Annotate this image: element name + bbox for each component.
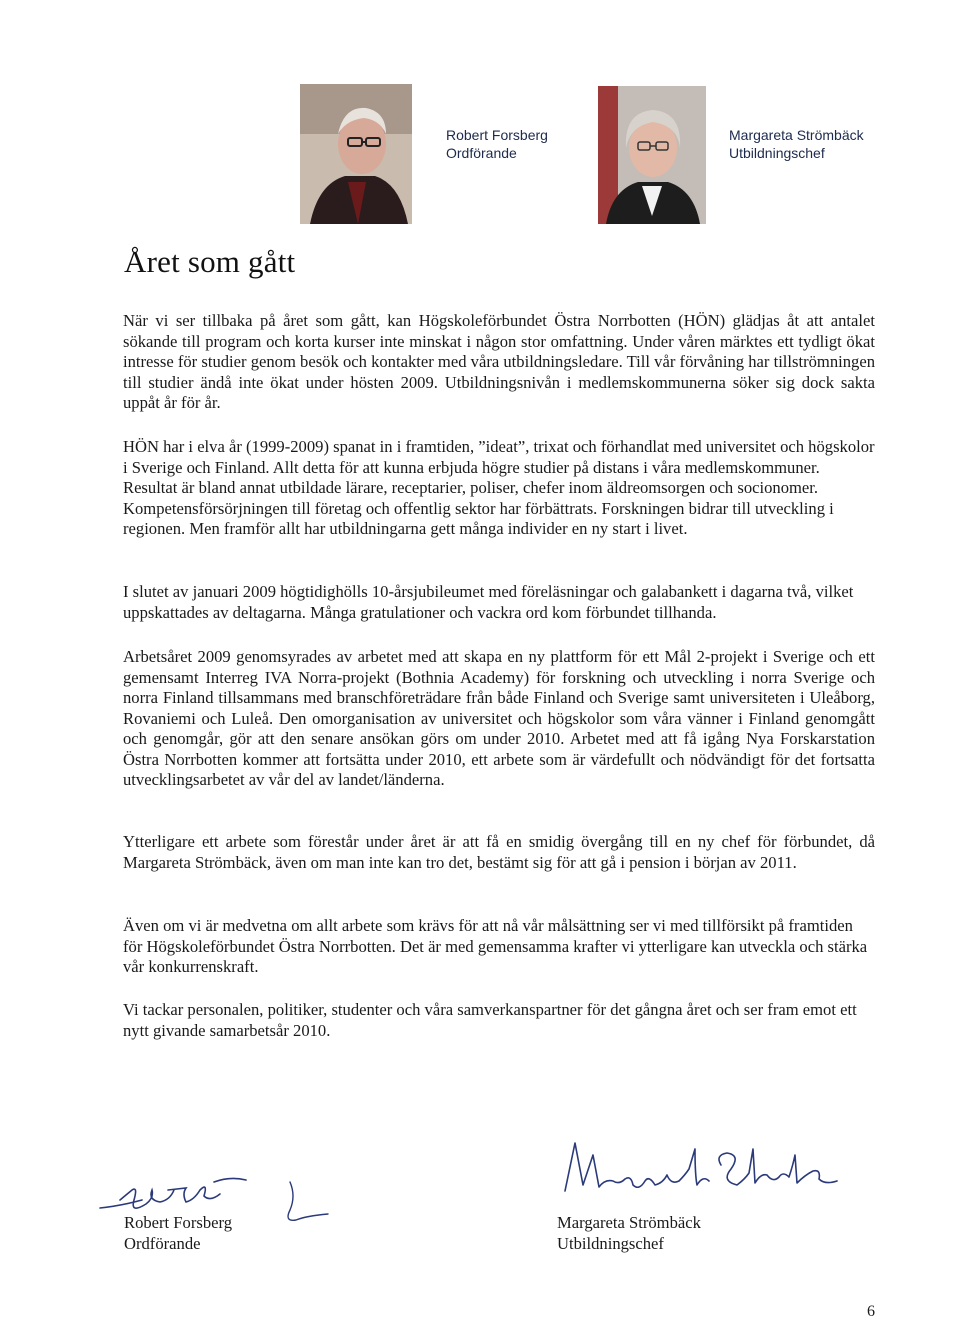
margareta-caption — [729, 126, 864, 162]
robert-signature-block — [124, 1212, 232, 1254]
margareta-stromback-signature — [545, 1135, 875, 1205]
robert-caption-role: Ordförande — [446, 145, 517, 161]
robert-forsberg-photo — [300, 84, 412, 224]
paragraph-work-year: Arbetsåret 2009 genomsyrades av arbetet med att skapa en ny plattform för ett Mål 2-projekt i Sverige och ett gemensamt Interreg IVA Norra-projekt (Bothnia Academy) för forskning och utveckling i norra Sverige och norra Finland tillsammans med branschföreträdare från både Finland och Sverige samt universiteten i Uleåborg, Rovaniemi och Luleå. Den omorganisation av universitet och högskolor som våra vänner i Finland genomgått och genomgår, gör att den senare ansökan görs om under 2010. Arbetet med att få igång Nya Forskarstation Östra Norrbotten kommer att fortsätta under 2010, ett arbete som är värdefullt och nödvändigt för det fortsatta utvecklingsarbetet av vår del av landet/länderna. — [123, 647, 875, 789]
page-title: Året som gått — [124, 244, 296, 279]
paragraph-new-chief: Ytterligare ett arbete som förestår under året är att få en smidig övergång till en ny chef för förbundet, då Margareta Strömbäck, även om man inte kan tro det, bestämt sig för att gå i pension i början av 2011. — [123, 832, 875, 872]
margareta-stromback-photo — [598, 86, 706, 224]
paragraph-future: Även om vi är medvetna om allt arbete som krävs för att nå vår målsättning ser vi med tillförsikt på framtiden för Högskoleförbundet Östra Norrbotten. Det är med gemensamma krafter vi ytterligare kan utveckla och stärka vår konkurrenskraft. — [123, 916, 868, 976]
robert-caption-name: Robert Forsberg — [446, 127, 548, 143]
paragraph-intro: När vi ser tillbaka på året som gått, kan Högskoleförbundet Östra Norrbotten (HÖN) glädjas åt att antalet sökande till program och korta kurser inte minskat i någon stor omfattning. Under våren märktes ett tydligt ökat intresse för studier genom besök och kontakter med våra utbildningsledare. Till vår förvåning har tillströmningen till studier ändå inte ökat under hösten 2009. Utbildningsnivån i medlemskommunerna söker sig dock sakta uppåt år för år. — [123, 311, 875, 412]
robert-caption — [446, 126, 548, 162]
paragraph-jubilee: I slutet av januari 2009 högtidighölls 10-årsjubileumet med föreläsningar och galabankett i dagarna två, vilket uppskattades av deltagarna. Många gratulationer och vackra ord kom förbundet tillhanda. — [123, 582, 854, 622]
margareta-signature-role: Utbildningschef — [557, 1234, 664, 1253]
margareta-caption-name: Margareta Strömbäck — [729, 127, 864, 143]
margareta-signature-name: Margareta Strömbäck — [557, 1213, 701, 1232]
paragraph-hon-history: HÖN har i elva år (1999-2009) spanat in i framtiden, ”ideat”, trixat och förhandlat med universitet och högskolor i Sverige och Finland. Allt detta för att kunna erbjuda högre studier på distans i våra medlemskommuner. Resultat är bland annat utbildade lärare, receptarier, poliser, chefer inom äldreomsorgen och socionomer. Kompetensförsörjningen till företag och offentlig sektor har förbättrats. Forskningen bidrar till utveckling i regionen. Men framför allt har utbildningarna gett många individer en ny start i livet. — [123, 437, 875, 538]
margareta-caption-role: Utbildningschef — [729, 145, 825, 161]
margareta-signature-block — [557, 1212, 701, 1254]
page-number: 6 — [867, 1303, 875, 1320]
paragraph-thanks: Vi tackar personalen, politiker, studenter och våra samverkanspartner för det gångna året och ser fram emot ett nytt givande samarbetsår 2010. — [123, 1000, 857, 1040]
robert-signature-role: Ordförande — [124, 1234, 201, 1253]
robert-signature-name: Robert Forsberg — [124, 1213, 233, 1232]
